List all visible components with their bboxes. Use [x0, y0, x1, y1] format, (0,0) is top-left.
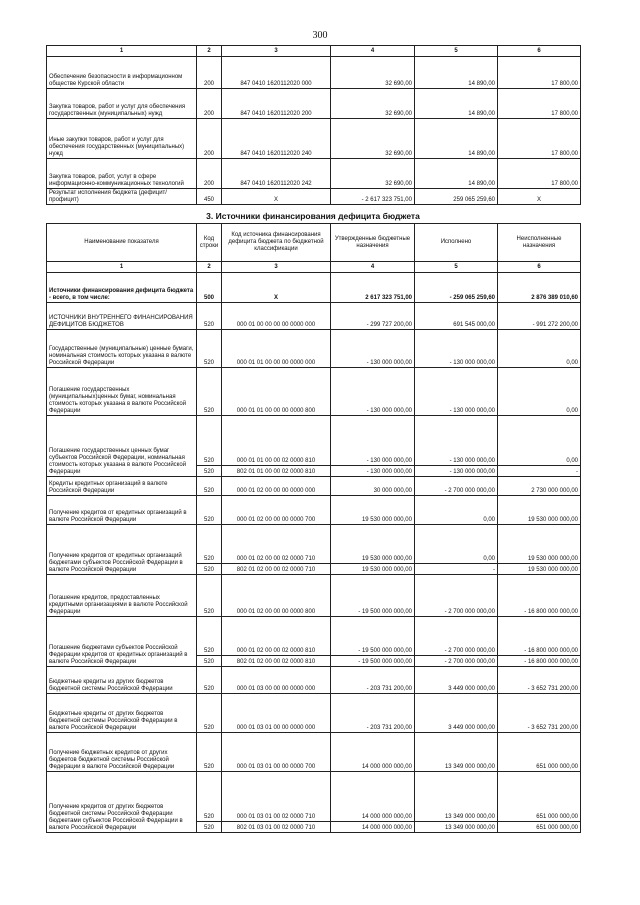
executed-amount: - 259 065 259,60	[415, 273, 498, 303]
unexecuted-amount: - 16 800 000 000,00	[498, 617, 581, 656]
approved-amount: 32 690,00	[331, 119, 415, 159]
line-code: 520	[197, 477, 222, 496]
classification-code: 802 01 03 01 00 02 0000 710	[222, 822, 331, 833]
line-code: 200	[197, 89, 222, 119]
unexecuted-amount: -	[498, 466, 581, 477]
table-row	[47, 159, 581, 189]
executed-amount: - 130 000 000,00	[415, 368, 498, 416]
table-row	[47, 617, 581, 656]
column-index-cell: 1	[47, 46, 197, 57]
approved-amount: 14 000 000 000,00	[331, 822, 415, 833]
column-index-cell: 2	[197, 262, 222, 273]
table-row	[47, 733, 581, 772]
unexecuted-amount: 651 000 000,00	[498, 772, 581, 822]
header-unexecuted: Неисполненные назначения	[498, 224, 581, 262]
classification-code: 847 0410 1620112020 242	[222, 159, 331, 189]
classification-code: 000 01 03 00 00 00 0000 000	[222, 667, 331, 694]
unexecuted-amount: 651 000 000,00	[498, 822, 581, 833]
classification-code: 847 0410 1620112020 240	[222, 119, 331, 159]
approved-amount: - 130 000 000,00	[331, 416, 415, 466]
unexecuted-amount: - 3 652 731 200,00	[498, 694, 581, 733]
classification-code: 802 01 02 00 00 02 0000 810	[222, 656, 331, 667]
classification-code: 000 01 01 00 00 00 0000 000	[222, 330, 331, 368]
line-code: 200	[197, 159, 222, 189]
classification-code: 000 01 02 00 00 00 0000 700	[222, 496, 331, 525]
unexecuted-amount: 19 530 000 000,00	[498, 564, 581, 575]
approved-amount: - 203 731 200,00	[331, 694, 415, 733]
unexecuted-amount: - 991 272 200,00	[498, 303, 581, 330]
indicator-name: Бюджетные кредиты от других бюджетов бюджетной системы Российской Федерации в валюте Российской Федерации	[47, 694, 197, 733]
line-code: 520	[197, 496, 222, 525]
indicator-name: Государственные (муниципальные) ценные бумаги, номинальная стоимость которых указана в валюте Российской Федерации	[47, 330, 197, 368]
approved-amount: 14 000 000 000,00	[331, 733, 415, 772]
table-row	[47, 303, 581, 330]
unexecuted-amount: 2 730 000 000,00	[498, 477, 581, 496]
classification-code: 847 0410 1620112020 000	[222, 57, 331, 89]
section-title: 3. Источники финансирования дефицита бюджета	[206, 211, 420, 221]
approved-amount: 32 690,00	[331, 57, 415, 89]
executed-amount: 691 545 000,00	[415, 303, 498, 330]
table-row	[47, 496, 581, 525]
executed-amount: 0,00	[415, 525, 498, 564]
line-code: 520	[197, 525, 222, 564]
unexecuted-amount: - 16 800 000 000,00	[498, 575, 581, 617]
unexecuted-amount: 0,00	[498, 416, 581, 466]
indicator-name: Погашение государственных ценных бумаг субъектов Российской Федерации, номинальная стоимость которых указана в валюте Российской Федерации	[47, 416, 197, 477]
line-code: 520	[197, 368, 222, 416]
approved-amount: 19 530 000 000,00	[331, 525, 415, 564]
executed-amount: - 2 700 000 000,00	[415, 617, 498, 656]
approved-amount: - 130 000 000,00	[331, 330, 415, 368]
column-index-cell: 3	[222, 262, 331, 273]
classification-code: 802 01 02 00 00 02 0000 710	[222, 564, 331, 575]
line-code: 520	[197, 772, 222, 822]
approved-amount: 19 530 000 000,00	[331, 564, 415, 575]
column-index-cell: 6	[498, 262, 581, 273]
unexecuted-amount: 19 530 000 000,00	[498, 496, 581, 525]
table-row	[47, 57, 581, 89]
header-source-code: Код источника финансирования дефицита бюджета по бюджетной классификации	[222, 224, 331, 262]
line-code: 520	[197, 303, 222, 330]
executed-amount: 0,00	[415, 496, 498, 525]
classification-code: 000 01 00 00 00 00 0000 000	[222, 303, 331, 330]
indicator-name: Погашение государственных (муниципальных)ценных бумаг, номинальная стоимость которых указана в валюте Российской Федерации	[47, 368, 197, 416]
line-code: 520	[197, 617, 222, 656]
approved-amount: 14 000 000 000,00	[331, 772, 415, 822]
indicator-name: Погашение бюджетами субъектов Российской Федерации кредитов от кредитных организаций в валюте Российской Федерации	[47, 617, 197, 667]
line-code: 520	[197, 466, 222, 477]
approved-amount: - 130 000 000,00	[331, 368, 415, 416]
classification-code: 000 01 01 00 00 00 0000 800	[222, 368, 331, 416]
line-code: 520	[197, 733, 222, 772]
header-line-code: Код строки	[197, 224, 222, 262]
unexecuted-amount: 0,00	[498, 330, 581, 368]
table-row	[47, 189, 581, 205]
executed-amount: 3 449 000 000,00	[415, 694, 498, 733]
table-row	[47, 772, 581, 822]
executed-amount: 3 449 000 000,00	[415, 667, 498, 694]
table-row	[47, 273, 581, 303]
executed-amount: 14 890,00	[415, 119, 498, 159]
indicator-name: Закупка товаров, работ и услуг для обеспечения государственных (муниципальных) нужд	[47, 89, 197, 119]
table-row	[47, 667, 581, 694]
indicator-name: Иные закупки товаров, работ и услуг для обеспечения государственных (муниципальных) нужд	[47, 119, 197, 159]
line-code: 450	[197, 189, 222, 205]
indicator-name: Получение кредитов от других бюджетов бюджетной системы Российской Федерации бюджетами субъектов Российской Федерации в валюте Российской Федерации	[47, 772, 197, 833]
classification-code: 000 01 02 00 00 00 0000 000	[222, 477, 331, 496]
approved-amount: 30 000 000,00	[331, 477, 415, 496]
column-index-cell: 5	[415, 262, 498, 273]
classification-code: 000 01 02 00 00 00 0000 800	[222, 575, 331, 617]
table-row	[47, 330, 581, 368]
unexecuted-amount: 17 800,00	[498, 57, 581, 89]
column-index-cell: 6	[498, 46, 581, 57]
table-row	[47, 416, 581, 466]
column-index-cell: 4	[331, 262, 415, 273]
page-number: 300	[312, 30, 328, 41]
classification-code: 802 01 01 00 00 02 0000 810	[222, 466, 331, 477]
classification-code: 000 01 02 00 00 02 0000 710	[222, 525, 331, 564]
executed-amount: - 2 700 000 000,00	[415, 575, 498, 617]
executed-amount: - 2 700 000 000,00	[415, 477, 498, 496]
unexecuted-amount: 19 530 000 000,00	[498, 525, 581, 564]
classification-code: 000 01 02 00 00 02 0000 810	[222, 617, 331, 656]
line-code: 520	[197, 822, 222, 833]
indicator-name: Закупка товаров, работ, услуг в сфере информационно-коммуникационных технологий	[47, 159, 197, 189]
unexecuted-amount: 0,00	[498, 368, 581, 416]
approved-amount: 32 690,00	[331, 89, 415, 119]
unexecuted-amount: 651 000 000,00	[498, 733, 581, 772]
column-index-cell: 1	[47, 262, 197, 273]
approved-amount: - 203 731 200,00	[331, 667, 415, 694]
executed-amount: 14 890,00	[415, 89, 498, 119]
indicator-name: Обеспечение безопасности в информационном обществе Курской области	[47, 57, 197, 89]
executed-amount: - 130 000 000,00	[415, 416, 498, 466]
approved-amount: - 19 500 000 000,00	[331, 617, 415, 656]
executed-amount: 14 890,00	[415, 57, 498, 89]
table-row	[47, 694, 581, 733]
line-code: 520	[197, 330, 222, 368]
table-row	[47, 119, 581, 159]
table-row	[47, 89, 581, 119]
header-name: Наименование показателя	[47, 224, 197, 262]
unexecuted-amount: - 16 800 000 000,00	[498, 656, 581, 667]
classification-code: 000 01 03 01 00 00 0000 700	[222, 733, 331, 772]
classification-code: 000 01 01 00 00 02 0000 810	[222, 416, 331, 466]
approved-amount: 2 617 323 751,00	[331, 273, 415, 303]
line-code: 200	[197, 119, 222, 159]
classification-code: 000 01 03 01 00 02 0000 710	[222, 772, 331, 822]
unexecuted-amount: 17 800,00	[498, 159, 581, 189]
line-code: 520	[197, 656, 222, 667]
approved-amount: - 2 617 323 751,00	[331, 189, 415, 205]
table-row	[47, 477, 581, 496]
indicator-name: ИСТОЧНИКИ ВНУТРЕННЕГО ФИНАНСИРОВАНИЯ ДЕФИЦИТОВ БЮДЖЕТОВ	[47, 303, 197, 330]
unexecuted-amount: 17 800,00	[498, 119, 581, 159]
indicator-name: Погашение кредитов, предоставленных кредитными организациями в валюте Российской Федерации	[47, 575, 197, 617]
column-index-cell: 4	[331, 46, 415, 57]
indicator-name: Кредиты кредитных организаций в валюте Российской Федерации	[47, 477, 197, 496]
unexecuted-amount: X	[498, 189, 581, 205]
indicator-name: Получение бюджетных кредитов от других бюджетов бюджетной системы Российской Федерации в валюте Российской Федерации	[47, 733, 197, 772]
executed-amount: -	[415, 564, 498, 575]
executed-amount: 14 890,00	[415, 159, 498, 189]
table-row	[47, 368, 581, 416]
unexecuted-amount: 2 876 389 010,60	[498, 273, 581, 303]
column-index-cell: 2	[197, 46, 222, 57]
classification-code: 847 0410 1620112020 200	[222, 89, 331, 119]
approved-amount: 32 690,00	[331, 159, 415, 189]
executed-amount: - 130 000 000,00	[415, 466, 498, 477]
column-index-row	[47, 262, 581, 273]
executed-amount: - 2 700 000 000,00	[415, 656, 498, 667]
classification-code: X	[222, 189, 331, 205]
line-code: 500	[197, 273, 222, 303]
line-code: 520	[197, 416, 222, 466]
approved-amount: 19 530 000 000,00	[331, 496, 415, 525]
approved-amount: - 130 000 000,00	[331, 466, 415, 477]
header-approved: Утвержденные бюджетные назначения	[331, 224, 415, 262]
indicator-name: Результат исполнения бюджета (дефицит/профицит)	[47, 189, 197, 205]
unexecuted-amount: 17 800,00	[498, 89, 581, 119]
executed-amount: 13 349 000 000,00	[415, 733, 498, 772]
executed-amount: 13 349 000 000,00	[415, 772, 498, 822]
indicator-name: Бюджетные кредиты из других бюджетов бюджетной системы Российской Федерации	[47, 667, 197, 694]
column-index-row	[47, 46, 581, 57]
table-row	[47, 575, 581, 617]
header-executed: Исполнено	[415, 224, 498, 262]
column-index-cell: 5	[415, 46, 498, 57]
line-code: 200	[197, 57, 222, 89]
line-code: 520	[197, 575, 222, 617]
expenditure-table-continuation	[46, 45, 581, 205]
line-code: 520	[197, 667, 222, 694]
header-row	[47, 224, 581, 262]
table-row	[47, 525, 581, 564]
classification-code: X	[222, 273, 331, 303]
classification-code: 000 01 03 01 00 00 0000 000	[222, 694, 331, 733]
indicator-name: Получение кредитов от кредитных организаций бюджетами субъектов Российской Федерации в валюте Российской Федерации	[47, 525, 197, 575]
financing-sources-table	[46, 223, 581, 833]
indicator-name: Источники финансирования дефицита бюджета - всего, в том числе:	[47, 273, 197, 303]
approved-amount: - 19 500 000 000,00	[331, 575, 415, 617]
column-index-cell: 3	[222, 46, 331, 57]
executed-amount: 13 349 000 000,00	[415, 822, 498, 833]
executed-amount: - 130 000 000,00	[415, 330, 498, 368]
unexecuted-amount: - 3 652 731 200,00	[498, 667, 581, 694]
line-code: 520	[197, 694, 222, 733]
line-code: 520	[197, 564, 222, 575]
approved-amount: - 299 727 200,00	[331, 303, 415, 330]
indicator-name: Получение кредитов от кредитных организаций в валюте Российской Федерации	[47, 496, 197, 525]
executed-amount: 259 065 259,60	[415, 189, 498, 205]
approved-amount: - 19 500 000 000,00	[331, 656, 415, 667]
